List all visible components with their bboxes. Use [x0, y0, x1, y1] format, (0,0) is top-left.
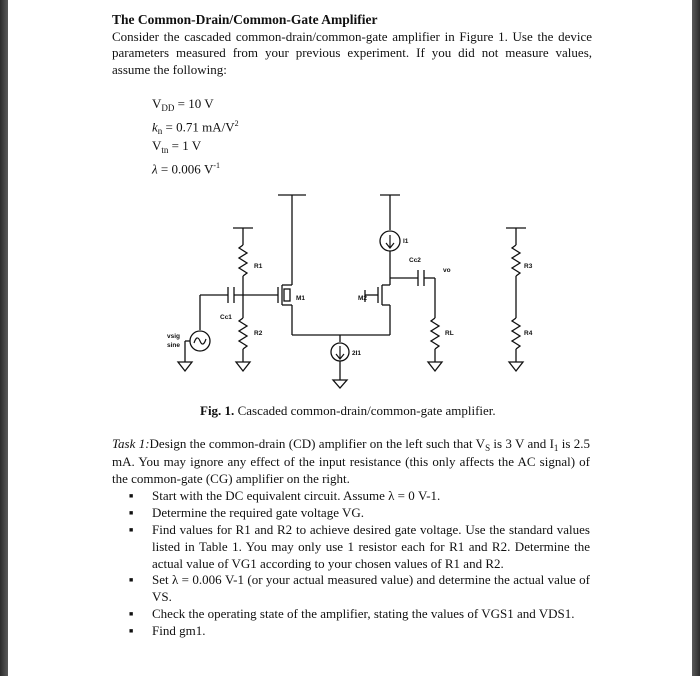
bullet-item: ■ Find values for R1 and R2 to achieve desired gate voltage. Use the standard values listed in Table 1. You may only use 1 resistor each for R1 and R2. Determine the actual value of VG1 according to your chosen values of R1 and R2. [112, 522, 590, 572]
param-vdd: $V_{DD} = 10$ V [152, 96, 214, 113]
task-label: Task 1: [112, 436, 150, 451]
i2-label: 2I1 [352, 350, 362, 357]
rl-label: RL [445, 330, 454, 337]
bullet-item: ■ Set λ = 0.006 V-1 (or your actual measured value) and determine the actual value of VS. [112, 572, 590, 606]
task-text-b: is 3 V and I [490, 436, 554, 451]
task-section [112, 436, 590, 640]
r4-label: R4 [524, 330, 533, 337]
device-parameters [152, 95, 239, 178]
task-text-c: is 2.5 mA. You may ignore any effect of the input resistance (this only affects the AC signal) of the common-gate (CG) amplifier on the right. [112, 436, 590, 486]
vsig-label: vsig [167, 333, 181, 340]
cc2-label: Cc2 [409, 257, 421, 264]
bullet-item: ■ Determine the required gate voltage VG. [112, 505, 590, 522]
figure-caption-label: Fig. 1. [200, 403, 235, 418]
r3-label: R3 [524, 263, 533, 270]
r2-label: R2 [254, 330, 263, 337]
task-sub-1: 1 [553, 443, 559, 453]
m2-label: M2 [358, 295, 368, 302]
param-vtn: $V_{tn} = 1$ V [152, 138, 202, 156]
task-text-a: Design the common-drain (CD) amplifier on the left such that V [149, 436, 486, 451]
task-paragraph [112, 436, 590, 487]
cc1-label: Cc1 [220, 314, 232, 321]
sine-label: sine [167, 342, 181, 349]
left-edge [0, 0, 8, 676]
figure-caption [200, 403, 496, 419]
bullet-item: ■ Find gm1. [112, 623, 590, 640]
task-bullets [112, 488, 590, 639]
right-edge [692, 0, 700, 676]
figure-caption-text: Cascaded common-drain/common-gate amplifier. [234, 403, 496, 418]
m1-label: M1 [296, 295, 306, 302]
intro-paragraph: Consider the cascaded common-drain/common-gate amplifier in Figure 1. Use the device parameters measured from your previous experiment. If you did not measure values, assume the following: [112, 28, 592, 77]
r1-label: R1 [254, 263, 263, 270]
circuit-diagram [150, 190, 550, 395]
document-title: The Common-Drain/Common-Gate Amplifier [112, 12, 378, 27]
i1-label: I1 [403, 238, 409, 245]
bullet-item: ■ Check the operating state of the amplifier, stating the values of VGS1 and VDS1. [112, 606, 590, 623]
param-lambda: λ = 0.006 $V^{-1}$ [152, 160, 221, 177]
bullet-item: ■ Start with the DC equivalent circuit. Assume λ = 0 V-1. [112, 488, 590, 505]
vo-label: vo [443, 267, 451, 274]
param-kn: $k_n = 0.71$ $mA/V^2$ [152, 118, 239, 136]
task-sub-s: S [485, 443, 491, 453]
document-page [112, 8, 592, 78]
